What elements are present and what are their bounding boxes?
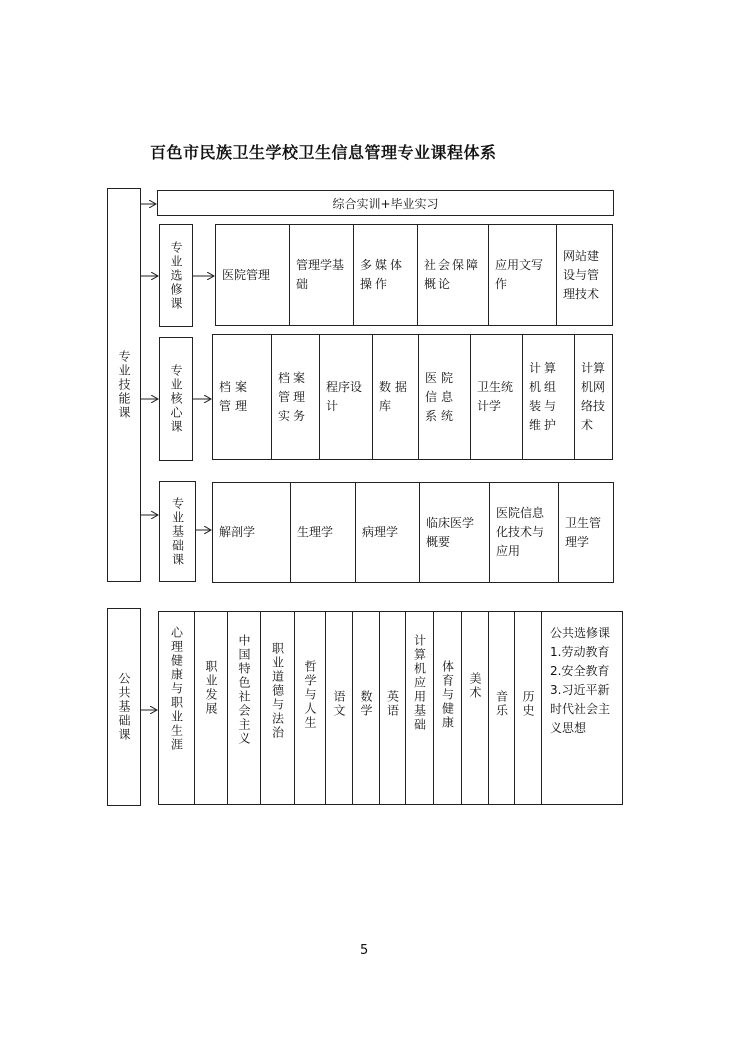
course-cell: 社会保障概论 (417, 225, 488, 325)
course-cell: 病理学 (355, 483, 419, 582)
course-cell: 医院信息化技术与应用 (489, 483, 558, 582)
practice-box: 综合实训+毕业实习 (157, 190, 614, 216)
page-number: 5 (360, 943, 369, 958)
course-cell: 心理健康与职业生涯 (169, 626, 184, 752)
course-cell: 数据库 (372, 335, 418, 459)
public-basic-label: 公共基础课 (107, 608, 141, 806)
course-cell: 英语 (379, 612, 405, 804)
course-cell: 医院管理 (222, 267, 271, 282)
basic-label: 专业基础课 (159, 481, 196, 582)
course-cell: 多媒体操作 (353, 225, 417, 325)
public-elective-title: 公共选修课 (550, 626, 611, 640)
elective-label: 专业选修课 (159, 224, 193, 327)
course-cell: 哲学与人生 (294, 612, 325, 804)
course-cell: 职业道德与法治 (260, 612, 294, 804)
course-cell: 历史 (514, 612, 541, 804)
course-cell: 计算机应用基础 (405, 612, 433, 804)
course-cell: 音乐 (488, 612, 514, 804)
course-cell: 计算机网络技术 (574, 335, 612, 459)
course-cell: 职业发展 (194, 612, 227, 804)
course-cell: 中国特色社会主义 (227, 612, 260, 804)
course-cell: 体育与健康 (433, 612, 461, 804)
course-cell: 档案管理实务 (271, 335, 319, 459)
course-cell: 应用文写作 (488, 225, 556, 325)
course-cell: 医院信息系统 (418, 335, 470, 459)
course-cell: 卫生统计学 (470, 335, 522, 459)
core-label: 专业核心课 (159, 337, 193, 461)
public-elective-item: 1.劳动教育 (550, 645, 610, 659)
course-cell: 数学 (352, 612, 379, 804)
page-title: 百色市民族卫生学校卫生信息管理专业课程体系 (150, 143, 497, 162)
course-cell: 语文 (325, 612, 352, 804)
course-cell: 临床医学概要 (419, 483, 489, 582)
course-cell: 计算机组装与维护 (522, 335, 574, 459)
course-cell: 美术 (461, 612, 488, 804)
public-elective-item: 2.安全教育 (550, 664, 610, 678)
public-elective-item: 3.习近平新时代社会主义思想 (550, 683, 611, 735)
course-cell: 网站建设与管理技术 (556, 225, 612, 325)
course-cell: 生理学 (290, 483, 355, 582)
course-cell: 档案管理 (219, 380, 252, 413)
course-cell: 管理学基础 (289, 225, 353, 325)
course-cell: 程序设计 (319, 335, 372, 459)
course-cell: 卫生管理学 (558, 483, 613, 582)
course-cell: 解剖学 (219, 525, 256, 539)
professional-skills-label: 专业技能课 (107, 188, 141, 582)
